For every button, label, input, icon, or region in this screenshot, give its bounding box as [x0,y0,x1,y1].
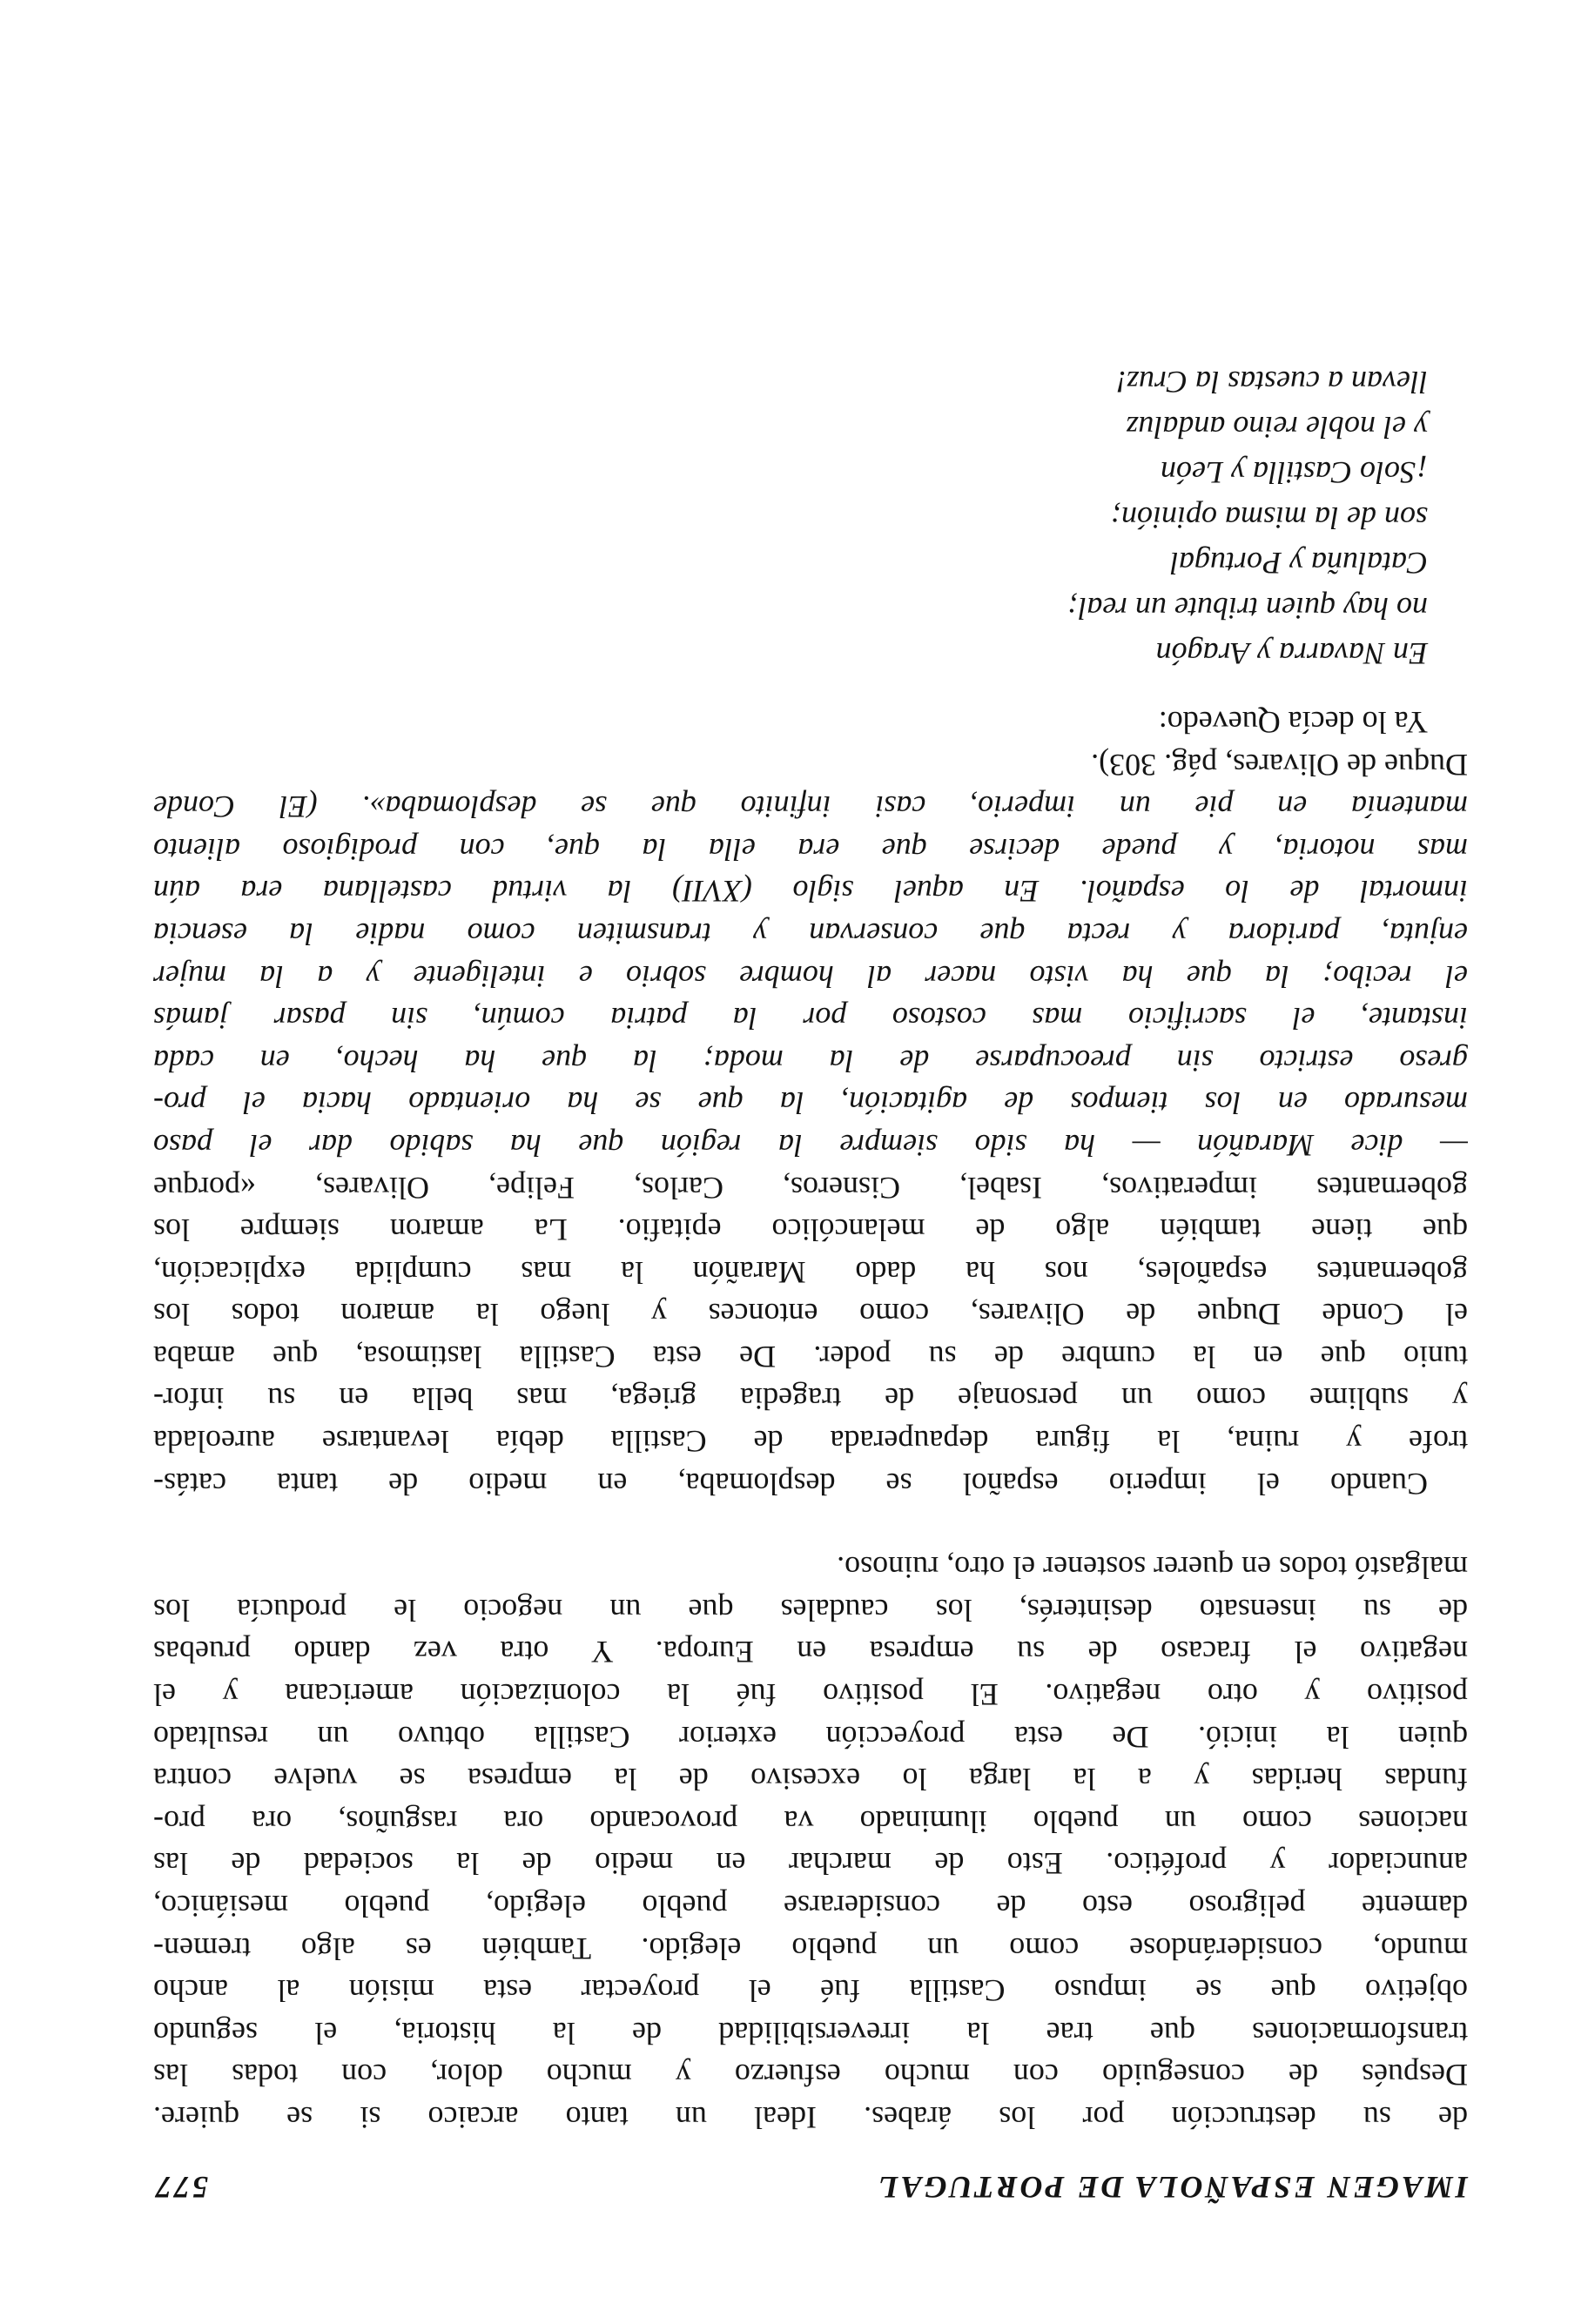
poem [153,359,1468,676]
poem-verse: llevan a cuestas la Cruz! [1116,365,1428,400]
text-line: transformaciones que trae la irreversibilidad de la historia, el segundo [153,2015,1468,2051]
text-line: mundo, considerándose como un pueblo elegido. También es algo tremen- [153,1931,1468,1966]
text-line: Cuando el imperio español se desplomaba, en medio de tanta catás- [153,1466,1428,1501]
text-line: tunio que en la cumbre de su poder. De esta Castilla lastimosa, que amaba [153,1339,1468,1374]
quoted-text-line: instante, el sacrificio mas costoso por la patria común, sin pasar jamás [153,1001,1468,1037]
text-line: y sublime como un personaje de tragedia griega, mas bella en su infor- [153,1381,1468,1417]
page-content [153,359,1468,2206]
text-line: de su insensato desinterés, los caudales que un negocio le producía los [153,1592,1468,1628]
text-line: el Conde Duque de Olivares, como entonces y luego la amaron todos los [153,1297,1468,1333]
text-line: damente peligroso esto de considerarse pueblo elegido, pueblo mesiánico, [153,1889,1468,1924]
text-line: trofe y ruina, la figura depauperada de Castilla debía levantarse aureolada [153,1424,1468,1460]
quoted-text-line: mas notoria, y puede decirse que era ella la que, con prodigioso aliento [153,831,1468,867]
text-line: naciones como un pueblo iluminado va provocando ora rasguños, ora pro- [153,1803,1468,1839]
poem-verse: ¡Solo Castilla y León [1160,455,1428,491]
text-line: de su destrucción por los árabes. Ideal un tanto arcaico si se quiere. [153,2100,1468,2135]
text-line: malgastó todos en querer sostener el otro, ruinoso. [837,1550,1468,1586]
text-line: quien la inició. De esta proyección exterior Castilla obtuvo un resultado [153,1719,1468,1755]
text-line: objetivo que se impuso Castilla fué el proyectar esta misión al ancho [153,1973,1468,2009]
poem-verse: no hay quien tribute un real; [1067,591,1428,627]
text-line: anunciador y profético. Esto de marchar en medio de la sociedad de las [153,1846,1468,1882]
quoted-text-line: el recibo; la que ha visto nacer al hombre sobrio e inteligente y a la mujer [153,958,1468,994]
paragraph-1 [153,1547,1468,2139]
page-number: 577 [153,2170,208,2205]
quoted-text-line: inmortal de lo español. En aquel siglo (XVII) la virtud castellana era aún [153,874,1468,910]
running-title: IMAGEN ESPAÑOLA DE PORTUGAL [876,2170,1468,2205]
text-line: que tiene también algo de melancólico epitafio. La amaron siempre los [153,1212,1468,1248]
text-line: gobernantes españoles, nos ha dado Marañón la mas cumplida explicación, [153,1254,1468,1290]
quoted-text-line: mesurado en los tiempos de agitación, la que se ha orientado hacia el pro- [153,1085,1468,1121]
text-line: positivo y otro negativo. El positivo fué la colonización americana y el [153,1677,1468,1713]
poem-verse: Cataluña y Portugal [1170,546,1428,581]
text-line: Después de conseguido con mucho esfuerzo y mucho dolor, con todas las [153,2058,1468,2093]
quoted-text-line: mantenía en pie un imperio, casi infinito que se desplomaba». (El Conde [153,789,1468,825]
citation-line: Duque de Olivares, pág. 303). [1091,747,1468,783]
quoted-text-line: — dice Marañón — ha sido siempre la región que ha sabido dar el paso [153,1127,1468,1163]
poem-verse: y el noble reino andaluz [1126,410,1428,446]
text-line: negativo el fracaso de su empresa en Europa. Y otra vez dando pruebas [153,1635,1468,1670]
running-header [153,2168,1468,2206]
poem-verse: En Navarra y Aragón [1155,636,1428,672]
poem-verse: son de la misma opinión; [1111,500,1428,536]
quote-intro: Ya lo decía Quevedo: [1158,705,1428,740]
text-line: gobernantes imperativos, Isabel, Cisneros, Carlos, Felipe, Olivares, «porque [153,1170,1468,1206]
quoted-text-line: enjuta, paridora y recta que conservan y transmiten como nadie la esencia [153,916,1468,951]
text-line: fundas heridas y a la larga lo excesivo de la empresa se vuelve contra [153,1762,1468,1797]
quoted-text-line: greso estricto sin preocuparse de la moda; la que ha hecho, en cada [153,1043,1468,1078]
paragraph-2 [153,743,1468,1505]
